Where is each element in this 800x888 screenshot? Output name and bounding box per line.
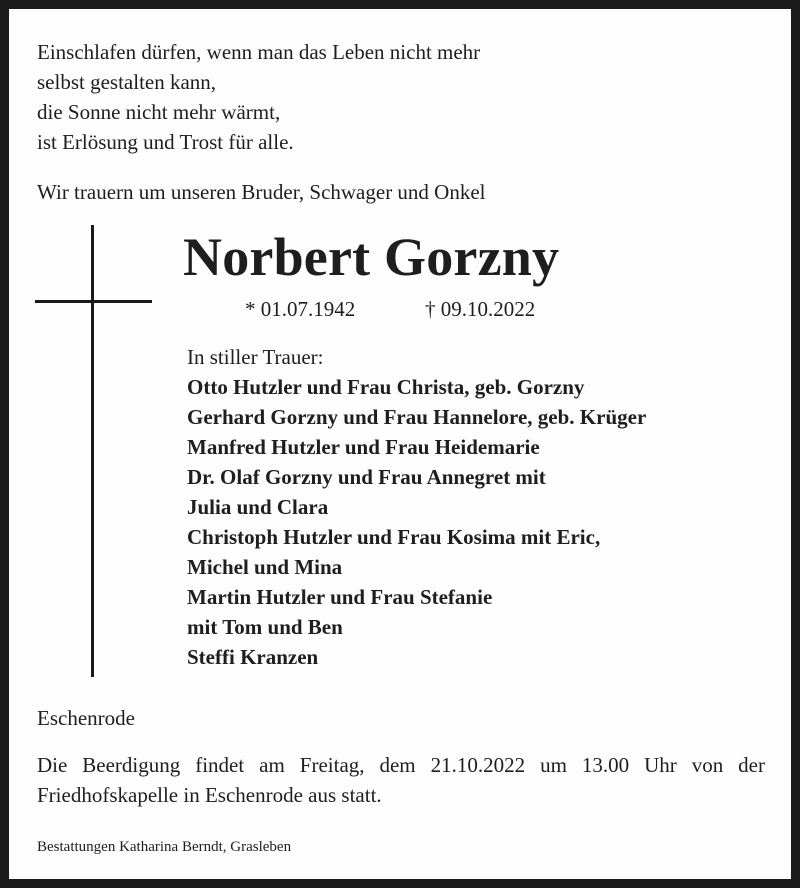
poem-line: ist Erlösung und Trost für alle. <box>37 130 294 154</box>
mourner-line: Julia und Clara <box>187 495 329 519</box>
place-name: Eschenrode <box>37 706 135 730</box>
mourners-block <box>187 342 646 672</box>
mourner-line: Gerhard Gorzny und Frau Hannelore, geb. Krüger <box>187 405 647 429</box>
mourning-statement: Wir trauern um unseren Bruder, Schwager und Onkel <box>37 180 486 204</box>
birth-date: * 01.07.1942 <box>245 297 356 321</box>
mourner-line: Steffi Kranzen <box>187 645 319 669</box>
mourner-line: Otto Hutzler und Frau Christa, geb. Gorzny <box>187 375 585 399</box>
mourner-line: mit Tom und Ben <box>187 615 343 639</box>
undertaker-credit: Bestattungen Katharina Berndt, Grasleben <box>37 839 292 855</box>
mourners-intro: In stiller Trauer: <box>187 345 324 369</box>
mourner-line: Manfred Hutzler und Frau Heidemarie <box>187 435 540 459</box>
poem-line: Einschlafen dürfen, wenn man das Leben nicht mehr <box>37 40 481 64</box>
mourner-line: Dr. Olaf Gorzny und Frau Annegret mit <box>187 465 546 489</box>
mourners-list <box>187 372 646 672</box>
mourner-line: Christoph Hutzler und Frau Kosima mit Eric, <box>187 525 601 549</box>
cross-horizontal-bar <box>35 300 152 303</box>
mourner-line: Martin Hutzler und Frau Stefanie <box>187 585 493 609</box>
poem-line: die Sonne nicht mehr wärmt, <box>37 100 281 124</box>
poem <box>37 37 480 157</box>
death-date: † 09.10.2022 <box>425 297 536 321</box>
poem-line: selbst gestalten kann, <box>37 70 217 94</box>
cross-vertical-bar <box>91 225 94 677</box>
funeral-notice: Die Beerdigung findet am Freitag, dem 21.10.2022 um 13.00 Uhr von der Friedhofskapelle in Eschenrode aus statt. <box>37 753 765 807</box>
deceased-name: Norbert Gorzny <box>183 227 560 287</box>
mourner-line: Michel und Mina <box>187 555 343 579</box>
